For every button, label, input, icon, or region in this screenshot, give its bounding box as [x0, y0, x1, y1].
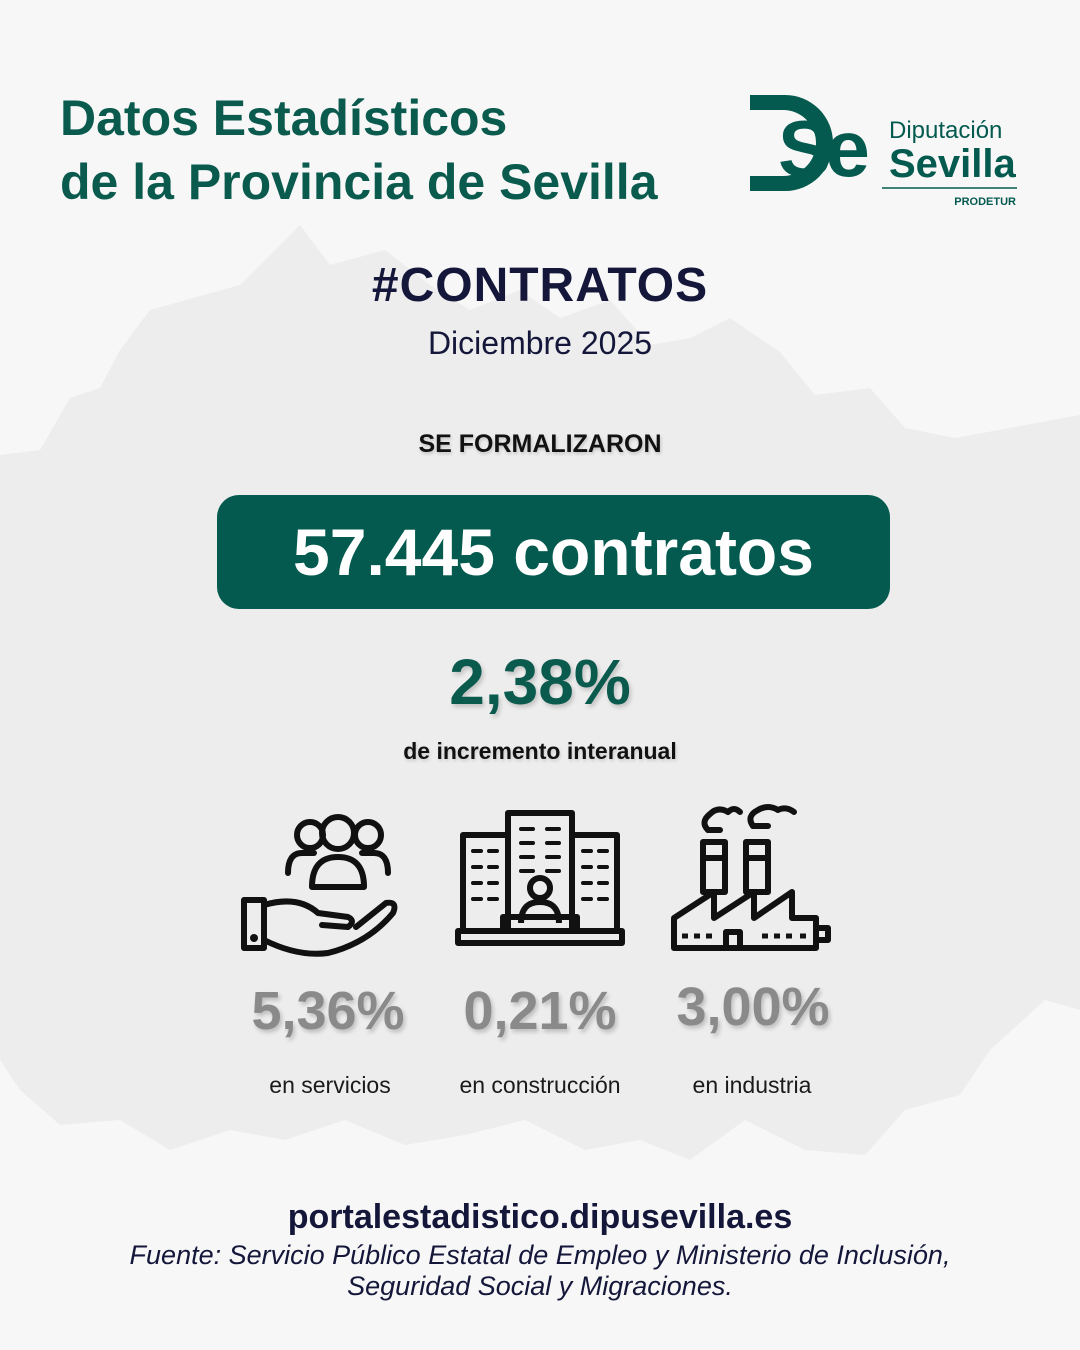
logo-line-3: PRODETUR [954, 196, 1016, 208]
factory-icon [668, 800, 838, 960]
sector-construccion-label: en construcción [459, 1072, 621, 1098]
portal-url-link[interactable]: portalestadistico.dipusevilla.es [287, 1198, 793, 1236]
period-label: Diciembre 2025 [427, 325, 653, 361]
buildings-icon [455, 805, 625, 965]
yoy-change-label: de incremento interanual [403, 738, 677, 764]
lead-label: SE FORMALIZARON [418, 430, 662, 458]
source-line-2: Seguridad Social y Migraciones. [347, 1271, 733, 1301]
source-note [60, 1240, 1020, 1302]
total-contracts-value: 57.445 contratos [293, 515, 814, 589]
sector-servicios-label: en servicios [269, 1072, 391, 1098]
total-contracts-banner [217, 495, 890, 609]
people-in-hand-icon [238, 805, 408, 965]
diputacion-sevilla-logo [745, 90, 1035, 215]
logo-line-2: Sevilla [889, 142, 1016, 186]
page-title [60, 86, 658, 214]
sector-industria-label: en industria [692, 1072, 812, 1098]
title-line-1: Datos Estadísticos [60, 90, 508, 146]
sector-servicios-value: 5,36% [251, 981, 405, 1041]
topic-hashtag: #CONTRATOS [371, 259, 709, 312]
title-line-2: de la Provincia de Sevilla [60, 154, 658, 210]
sector-industria-value: 3,00% [676, 977, 830, 1037]
logo-line-1: Diputación [889, 117, 1003, 144]
sector-construccion-value: 0,21% [463, 981, 617, 1041]
source-line-1: Fuente: Servicio Público Estatal de Empleo y Ministerio de Inclusión, [129, 1240, 951, 1270]
logo-se-mark: Se [778, 104, 864, 193]
yoy-change-value: 2,38% [449, 646, 631, 718]
